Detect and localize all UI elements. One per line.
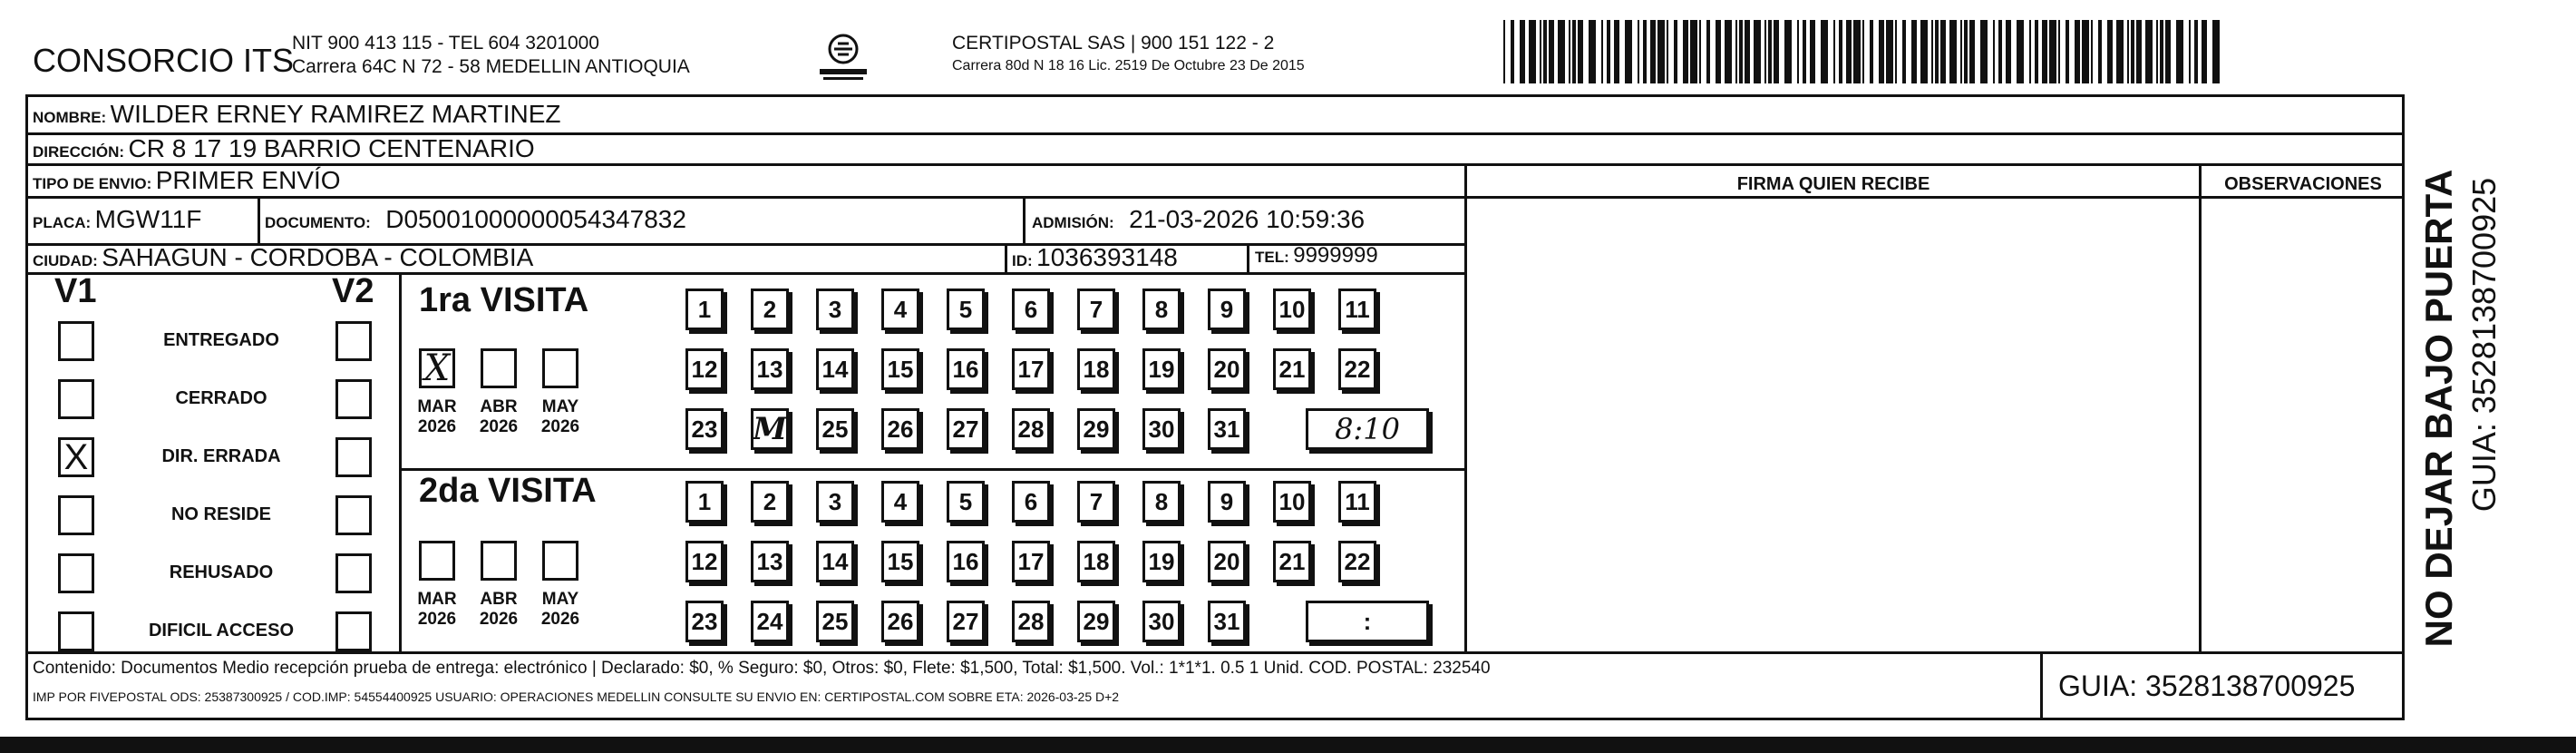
day-box[interactable]: 14 <box>816 541 854 582</box>
day-box[interactable]: 29 <box>1077 408 1115 450</box>
reason-label: ENTREGADO <box>163 330 279 350</box>
barcode-bar <box>1543 20 1547 83</box>
day-box[interactable]: 28 <box>1012 408 1050 450</box>
month-label: MAY <box>541 590 579 609</box>
barcode-bar <box>1690 20 1697 83</box>
barcode-bar <box>1699 20 1701 83</box>
v2-heading: V2 <box>332 272 374 310</box>
barcode-bar <box>2165 20 2171 83</box>
day-box[interactable]: 26 <box>881 601 919 642</box>
barcode-bar <box>1998 20 2002 83</box>
day-box[interactable]: 23 <box>685 408 724 450</box>
barcode-bar <box>1764 20 1766 83</box>
admision-value: 21-03-2026 10:59:36 <box>1129 205 1366 233</box>
barcode-bar <box>2049 20 2056 83</box>
barcode-bar <box>2107 20 2113 83</box>
v2-checkbox[interactable] <box>335 553 372 593</box>
barcode-bar <box>1706 20 1710 83</box>
direccion-row <box>33 134 535 163</box>
placa-field <box>33 205 201 234</box>
ciudad-value: SAHAGUN - CORDOBA - COLOMBIA <box>102 243 534 271</box>
day-box[interactable]: 4 <box>881 481 919 523</box>
ciudad-field <box>33 243 533 272</box>
barcode-bar <box>2160 20 2163 83</box>
day-box[interactable]: 30 <box>1142 408 1181 450</box>
barcode-bar <box>1964 20 1968 83</box>
day-box[interactable]: 13 <box>751 541 789 582</box>
day-box[interactable]: 8 <box>1142 481 1181 523</box>
certipostal-logo <box>816 31 870 85</box>
barcode-bar <box>1725 20 1732 83</box>
month-checkbox[interactable] <box>419 348 455 388</box>
day-box[interactable]: 24 <box>751 601 789 642</box>
barcode-bar <box>1503 20 1505 83</box>
barcode-bar <box>1601 20 1603 83</box>
barcode-bar <box>1607 20 1610 83</box>
reason-label: DIFICIL ACCESO <box>148 621 294 641</box>
month-checkbox[interactable] <box>481 348 517 388</box>
barcode-bar <box>2075 20 2080 83</box>
v1-heading: V1 <box>54 272 97 310</box>
day-box[interactable]: 4 <box>881 288 919 330</box>
day-box[interactable]: 14 <box>816 348 854 390</box>
barcode-bar <box>2017 20 2024 83</box>
year-label: 2026 <box>540 610 580 629</box>
day-box[interactable]: 21 <box>1273 541 1311 582</box>
barcode-bar <box>1935 20 1939 83</box>
reason-label: NO RESIDE <box>170 504 272 524</box>
barcode-bar <box>1803 20 1806 83</box>
year-label: 2026 <box>540 417 580 436</box>
barcode-bar <box>1643 20 1647 83</box>
month-checkbox[interactable] <box>481 541 517 581</box>
barcode-bar <box>2131 20 2134 83</box>
firma-heading: FIRMA QUIEN RECIBE <box>1736 174 1930 194</box>
footer-line-1: Contenido: Documentos Medio recepción prueba de entrega: electrónico | Declarado: $0, % Seguro: $0, Otros: $0, Flete: $1,500, Total: $1,500. Vol.: 1*1*1. 0.5 1 Unid. COD. POSTAL: 232540 <box>33 659 1491 678</box>
day-box[interactable]: 1 <box>685 288 724 330</box>
month-year-label <box>471 397 526 437</box>
barcode-bar <box>1739 20 1743 83</box>
barcode-bar <box>1821 20 1828 83</box>
day-box[interactable]: 22 <box>1338 541 1376 582</box>
tipo-row <box>33 166 341 195</box>
no-dejar-bajo-puerta: NO DEJAR BAJO PUERTA <box>2417 169 2460 648</box>
barcode-bar <box>1625 20 1632 83</box>
courier-line-1: CERTIPOSTAL SAS | 900 151 122 - 2 <box>952 33 1275 54</box>
day-box[interactable]: 27 <box>947 408 985 450</box>
side-guia: GUIA: 3528138700925 <box>2465 177 2503 513</box>
barcode-bar <box>2082 20 2089 83</box>
nombre-label: NOMBRE: <box>33 109 107 126</box>
documento-field <box>265 205 686 234</box>
month-label: ABR <box>480 590 518 609</box>
barcode-bar <box>2202 20 2207 83</box>
v2-checkbox[interactable] <box>335 437 372 477</box>
day-box[interactable]: 6 <box>1012 288 1050 330</box>
documento-label: DOCUMENTO: <box>265 214 371 231</box>
day-box[interactable]: 2 <box>751 481 789 523</box>
barcode-bar <box>1638 20 1639 83</box>
barcode-bar <box>1940 20 1946 83</box>
month-year-label <box>410 590 464 630</box>
day-check-mark: M <box>753 411 787 447</box>
barcode-bar <box>2006 20 2011 83</box>
day-box[interactable]: 3 <box>816 481 854 523</box>
barcode-bar <box>1920 20 1928 83</box>
barcode-bar <box>1969 20 1975 83</box>
day-box[interactable]: 2 <box>751 288 789 330</box>
month-year-label <box>533 397 588 437</box>
barcode-bar <box>1558 20 1565 83</box>
barcode-bar <box>2035 20 2038 83</box>
barcode-bar <box>1716 20 1721 83</box>
barcode-bar <box>1657 20 1665 83</box>
day-box[interactable]: 9 <box>1208 481 1246 523</box>
tipo-label: TIPO DE ENVIO: <box>33 175 152 192</box>
barcode <box>1503 20 2225 83</box>
tel-field <box>1255 243 1378 269</box>
barcode-bar <box>1735 20 1737 83</box>
v1-checkbox[interactable] <box>58 321 94 361</box>
month-label: MAR <box>417 397 457 416</box>
barcode-bar <box>1674 20 1677 83</box>
day-box[interactable]: 11 <box>1338 288 1376 330</box>
day-box[interactable]: 12 <box>685 541 724 582</box>
day-box[interactable]: 25 <box>816 408 854 450</box>
barcode-bar <box>1853 20 1861 83</box>
documento-value: D05001000000054347832 <box>385 205 686 233</box>
barcode-bar <box>1833 20 1835 83</box>
barcode-bar <box>1667 20 1668 83</box>
day-box[interactable]: 29 <box>1077 601 1115 642</box>
day-box[interactable]: 20 <box>1208 348 1246 390</box>
v1-checkbox[interactable] <box>58 611 94 651</box>
barcode-bar <box>2136 20 2142 83</box>
month-label: ABR <box>480 397 518 416</box>
day-box[interactable]: 5 <box>947 481 985 523</box>
barcode-bar <box>1578 20 1583 83</box>
barcode-bar <box>1949 20 1957 83</box>
year-label: 2026 <box>479 610 519 629</box>
barcode-bar <box>1870 20 1873 83</box>
placa-value: MGW11F <box>94 205 202 233</box>
reason-label: DIR. ERRADA <box>161 446 281 466</box>
barcode-bar <box>1862 20 1864 83</box>
day-box[interactable]: 9 <box>1208 288 1246 330</box>
barcode-bar <box>2091 20 2093 83</box>
day-box[interactable]: 7 <box>1077 288 1115 330</box>
barcode-bar <box>1993 20 1995 83</box>
barcode-bar <box>1683 20 1688 83</box>
barcode-bar <box>1931 20 1933 83</box>
nombre-row <box>33 100 560 129</box>
day-box[interactable]: 22 <box>1338 348 1376 390</box>
month-year-label <box>533 590 588 630</box>
tel-value: 9999999 <box>1293 243 1378 268</box>
first-visit-title: 1ra VISITA <box>419 281 589 319</box>
day-box[interactable]: 8 <box>1142 288 1181 330</box>
year-label: 2026 <box>417 610 457 629</box>
courier-line-2: Carrera 80d N 18 16 Lic. 2519 De Octubre 23 De 2015 <box>952 58 1305 73</box>
barcode-bar <box>1846 20 1852 83</box>
barcode-bar <box>2042 20 2047 83</box>
barcode-bar <box>1540 20 1541 83</box>
day-box[interactable]: 17 <box>1012 541 1050 582</box>
v2-checkbox[interactable] <box>335 495 372 535</box>
visit-time-box[interactable]: : <box>1306 601 1429 642</box>
barcode-bar <box>1614 20 1619 83</box>
day-box[interactable]: 3 <box>816 288 854 330</box>
day-box[interactable]: 19 <box>1142 348 1181 390</box>
v2-checkbox[interactable] <box>335 321 372 361</box>
ciudad-label: CIUDAD: <box>33 252 98 269</box>
day-box[interactable]: 30 <box>1142 601 1181 642</box>
day-box[interactable]: 10 <box>1273 288 1311 330</box>
barcode-bar <box>1511 20 1514 83</box>
barcode-bar <box>2194 20 2198 83</box>
barcode-bar <box>1902 20 1906 83</box>
day-box[interactable]: 27 <box>947 601 985 642</box>
barcode-bar <box>1774 20 1779 83</box>
day-box[interactable]: 18 <box>1077 348 1115 390</box>
barcode-bar <box>2116 20 2124 83</box>
barcode-bar <box>1797 20 1799 83</box>
month-check-mark: X <box>423 347 451 389</box>
day-box[interactable]: 23 <box>685 601 724 642</box>
month-label: MAY <box>541 397 579 416</box>
barcode-bar <box>1960 20 1962 83</box>
barcode-bar <box>1886 20 1893 83</box>
day-box[interactable]: 6 <box>1012 481 1050 523</box>
day-box[interactable]: 1 <box>685 481 724 523</box>
v2-checkbox[interactable] <box>335 379 372 419</box>
barcode-bar <box>2145 20 2153 83</box>
company-name: CONSORCIO ITS <box>33 42 295 79</box>
v1-checkbox[interactable] <box>58 495 94 535</box>
barcode-bar <box>1520 20 1525 83</box>
footer-line-2: IMP POR FIVEPOSTAL ODS: 25387300925 / COD.IMP: 54554400925 USUARIO: OPERACIONES MEDELLIN CONSULTE SU ENVIO EN: CERTIPOSTAL.COM SOBRE ETA: 2026-03-25 D+2 <box>33 689 1120 704</box>
company-line-2: Carrera 64C N 72 - 58 MEDELLIN ANTIOQUIA <box>292 56 690 77</box>
day-box[interactable] <box>751 408 789 450</box>
day-box[interactable]: 15 <box>881 348 919 390</box>
day-box[interactable]: 31 <box>1208 408 1246 450</box>
day-box[interactable]: 7 <box>1077 481 1115 523</box>
direccion-label: DIRECCIÓN: <box>33 143 125 161</box>
month-checkbox[interactable] <box>542 541 578 581</box>
barcode-bar <box>2176 20 2183 83</box>
barcode-bar <box>1768 20 1772 83</box>
day-box[interactable]: 11 <box>1338 481 1376 523</box>
visit-time-box[interactable]: 8:10 <box>1306 408 1429 450</box>
day-box[interactable]: 17 <box>1012 348 1050 390</box>
day-box[interactable]: 19 <box>1142 541 1181 582</box>
day-box[interactable]: 18 <box>1077 541 1115 582</box>
bottom-border <box>0 737 2576 753</box>
year-label: 2026 <box>479 417 519 436</box>
tel-label: TEL: <box>1255 249 1289 266</box>
barcode-bar <box>1895 20 1897 83</box>
barcode-bar <box>1549 20 1554 83</box>
company-line-1: NIT 900 413 115 - TEL 604 3201000 <box>292 33 599 54</box>
second-visit-title: 2da VISITA <box>419 472 597 510</box>
admision-field <box>1032 205 1365 234</box>
day-box[interactable]: 15 <box>881 541 919 582</box>
reason-label: CERRADO <box>175 388 267 408</box>
barcode-bar <box>2058 20 2060 83</box>
v1-checkbox[interactable] <box>58 553 94 593</box>
admision-label: ADMISIÓN: <box>1032 214 1114 231</box>
day-box[interactable]: 5 <box>947 288 985 330</box>
barcode-bar <box>2029 20 2031 83</box>
barcode-bar <box>1650 20 1656 83</box>
month-checkbox[interactable] <box>419 541 455 581</box>
tipo-value: PRIMER ENVÍO <box>155 166 341 194</box>
barcode-bar <box>1745 20 1750 83</box>
observaciones-heading: OBSERVACIONES <box>2224 174 2382 194</box>
day-box[interactable]: 10 <box>1273 481 1311 523</box>
reason-label: REHUSADO <box>169 562 274 582</box>
barcode-bar <box>2127 20 2129 83</box>
day-box[interactable]: 26 <box>881 408 919 450</box>
barcode-bar <box>1529 20 1536 83</box>
v1-checkbox[interactable] <box>58 379 94 419</box>
barcode-bar <box>1839 20 1842 83</box>
day-box[interactable]: 12 <box>685 348 724 390</box>
barcode-bar <box>2066 20 2069 83</box>
barcode-bar <box>1911 20 1917 83</box>
barcode-bar <box>1569 20 1570 83</box>
barcode-bar <box>1754 20 1761 83</box>
barcode-bar <box>1784 20 1792 83</box>
day-box[interactable]: 28 <box>1012 601 1050 642</box>
barcode-bar <box>2098 20 2102 83</box>
month-checkbox[interactable] <box>542 348 578 388</box>
direccion-value: CR 8 17 19 BARRIO CENTENARIO <box>128 134 535 162</box>
day-box[interactable]: 13 <box>751 348 789 390</box>
v2-checkbox[interactable] <box>335 611 372 651</box>
day-box[interactable]: 16 <box>947 348 985 390</box>
barcode-bar <box>1572 20 1576 83</box>
footer-guia: GUIA: 3528138700925 <box>2058 670 2356 702</box>
day-box[interactable]: 25 <box>816 601 854 642</box>
day-box[interactable]: 21 <box>1273 348 1311 390</box>
barcode-bar <box>2212 20 2220 83</box>
id-value: 1036393148 <box>1036 243 1178 271</box>
barcode-bar <box>2189 20 2191 83</box>
barcode-bar <box>1980 20 1988 83</box>
month-year-label <box>410 397 464 437</box>
month-label: MAR <box>417 590 457 609</box>
placa-label: PLACA: <box>33 214 92 231</box>
day-box[interactable]: 31 <box>1208 601 1246 642</box>
day-box[interactable]: 20 <box>1208 541 1246 582</box>
nombre-value: WILDER ERNEY RAMIREZ MARTINEZ <box>110 100 561 128</box>
month-year-label <box>471 590 526 630</box>
v1-check-mark: X <box>63 437 89 477</box>
year-label: 2026 <box>417 417 457 436</box>
id-field <box>1012 243 1178 272</box>
id-label: ID: <box>1012 252 1033 269</box>
barcode-bar <box>1810 20 1815 83</box>
v1-checkbox[interactable] <box>58 437 94 477</box>
barcode-bar <box>2156 20 2158 83</box>
day-box[interactable]: 16 <box>947 541 985 582</box>
barcode-bar <box>1589 20 1596 83</box>
barcode-bar <box>1879 20 1884 83</box>
